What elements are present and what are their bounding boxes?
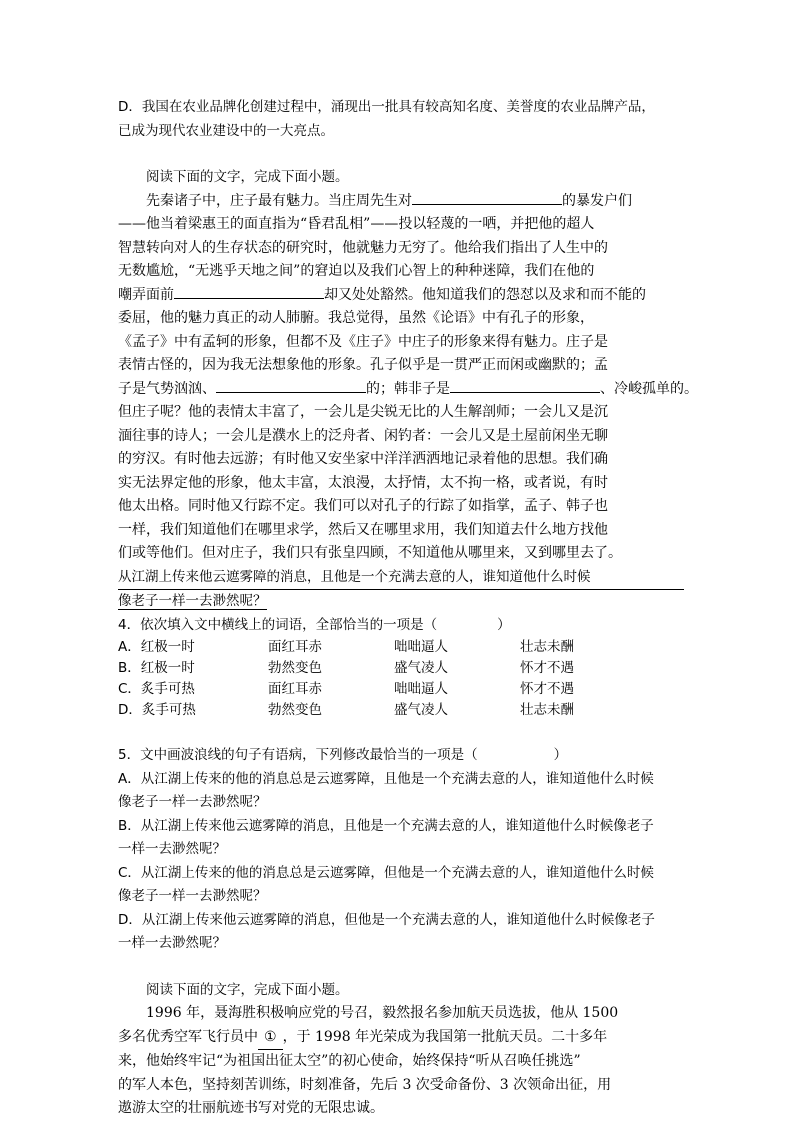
passage-line: 实无法界定他的形象，他太丰富，太浪漫，太抒情，太不拘一格，或者说，有时	[118, 474, 608, 491]
question-4	[118, 614, 684, 722]
passage-line: 表情古怪的，因为我无法想象他的形象。孔子似乎是一贯严正而闲或幽默的；孟	[118, 357, 608, 373]
fill-blank-circled-1: ①	[258, 1026, 283, 1051]
passage-line: 湎往事的诗人；一会儿是濮水上的泛舟者、闲钓者：一会儿又是土屋前闲坐无聊	[118, 427, 608, 444]
wavy-underlined-sentence: 从江湖上传来他云遮雾障的消息，且他是一个充满去意的人，谁知道他什么时候	[118, 566, 684, 591]
passage2-body	[118, 1002, 684, 1121]
wavy-underlined-sentence-end: 像老子一样一去渺然呢？	[118, 593, 267, 609]
question-4-stem: 4．依次填入文中横线上的词语，全部恰当的一项是（ ）	[118, 616, 511, 633]
passage-line: 《孟子》中有孟轲的形象，但都不及《庄子》中庄子的形象来得有魅力。庄子是	[118, 333, 608, 350]
prev-option-d-line2: 已成为现代农业建设中的一大亮点。	[118, 122, 334, 139]
fill-blank-3	[216, 378, 366, 393]
question-4-option-b[interactable]: B．红极一时 勃然变色 盛气凌人 怀才不遇	[118, 660, 574, 676]
question-5-option-d[interactable]: D．从江湖上传来他云遮雾障的消息，但他是一个充满去意的人，谁知道他什么时候像老子 一样一去渺然呢？	[118, 911, 655, 951]
passage-line: 他太出格。同时他又行踪不定。我们可以对孔子的行踪了如指掌，孟子、韩子也	[118, 498, 608, 514]
question-4-option-d[interactable]: D．炙手可热 勃然变色 盛气凌人 壮志未酬	[118, 702, 574, 718]
passage2-instruction: 阅读下面的文字，完成下面小题。	[146, 981, 349, 998]
passage-line: 一样，我们知道他们在哪里求学，然后又在哪里求用，我们知道去什么地方找他	[118, 521, 608, 538]
passage-line: ——他当着梁惠王的面直指为“昏君乱相”——投以轻蔑的一哂，并把他的超人	[118, 216, 595, 232]
passage-line: 多名优秀空军飞行员中 ① ，于 1998 年光荣成为我国第一批航天员。二十多年	[118, 1026, 684, 1051]
fill-blank-4	[450, 378, 600, 393]
passage-line: 智慧转向对人的生存状态的研究时，他就魅力无穷了。他给我们指出了人生中的	[118, 239, 608, 256]
passage-line: 的穷汉。有时他去远游；有时他又安坐家中洋洋洒洒地记录着他的思想。我们确	[118, 451, 608, 467]
document-page	[118, 96, 698, 1121]
passage-line: 委屈，他的魅力真正的动人肺腑。我总觉得，虽然《论语》中有孔子的形象，	[118, 310, 594, 326]
passage-line: 子是气势汹汹、 的；韩非子是 、冷峻孤单的。	[118, 378, 684, 402]
question-5-option-a[interactable]: A．从江湖上传来的他的消息总是云遮雾障，且他是一个充满去意的人，谁知道他什么时候 像老子一样一去渺然呢？	[118, 770, 654, 810]
passage-line: 们或等他们。但对庄子，我们只有张皇四顾，不知道他从哪里来，又到哪里去了。	[118, 545, 622, 561]
passage-line: 的军人本色，坚持刻苦训练，时刻准备，先后 3 次受命备份、3 次领命出征，用	[118, 1076, 612, 1093]
passage-line: 先秦诸子中，庄子最有魅力。当庄周先生对 的暴发户们	[118, 190, 684, 214]
passage-line: 来，他始终牢记“为祖国出征太空”的初心使命，始终保持“听从召唤任挑选”	[118, 1053, 581, 1069]
question-5-stem: 5．文中画波浪线的句子有语病，下列修改最恰当的一项是（ ）	[118, 747, 568, 763]
fill-blank-2	[174, 284, 324, 299]
passage-line: 遨游太空的壮丽航迹书写对党的无限忠诚。	[118, 1100, 384, 1116]
prev-option-d-line1: D．我国在农业品牌化创建过程中，涌现出一批具有较高知名度、美誉度的农业品牌产品，	[118, 99, 655, 115]
passage-line: 无数尴尬，“无逃乎天地之间”的窘迫以及我们心智上的种种迷障，我们在他的	[118, 263, 595, 279]
question-4-option-a[interactable]: A．红极一时 面红耳赤 咄咄逼人 壮志未酬	[118, 639, 574, 655]
question-4-option-c[interactable]: C．炙手可热 面红耳赤 咄咄逼人 怀才不遇	[118, 681, 574, 697]
question-5-option-c[interactable]: C．从江湖上传来的他的消息总是云遮雾障，但他是一个充满去意的人，谁知道他什么时候 像老子一样一去渺然呢？	[118, 864, 654, 904]
passage1-instruction: 阅读下面的文字，完成下面小题。	[146, 169, 349, 185]
question-5	[118, 744, 684, 956]
passage-line: 但庄子呢？他的表情太丰富了，一会儿是尖锐无比的人生解剖师；一会儿又是沉	[118, 404, 608, 420]
passage-line: 嘲弄面前 却又处处豁然。他知道我们的怨怼以及求和而不能的	[118, 284, 684, 308]
passage1-body	[118, 190, 698, 614]
fill-blank-1	[412, 190, 562, 205]
question-5-option-b[interactable]: B．从江湖上传来他云遮雾障的消息，且他是一个充满去意的人，谁知道他什么时候像老子 一样一去渺然呢？	[118, 817, 654, 857]
passage-line: 1996 年，聂海胜积极响应党的号召，毅然报名参加航天员选拔，他从 1500	[146, 1005, 619, 1021]
